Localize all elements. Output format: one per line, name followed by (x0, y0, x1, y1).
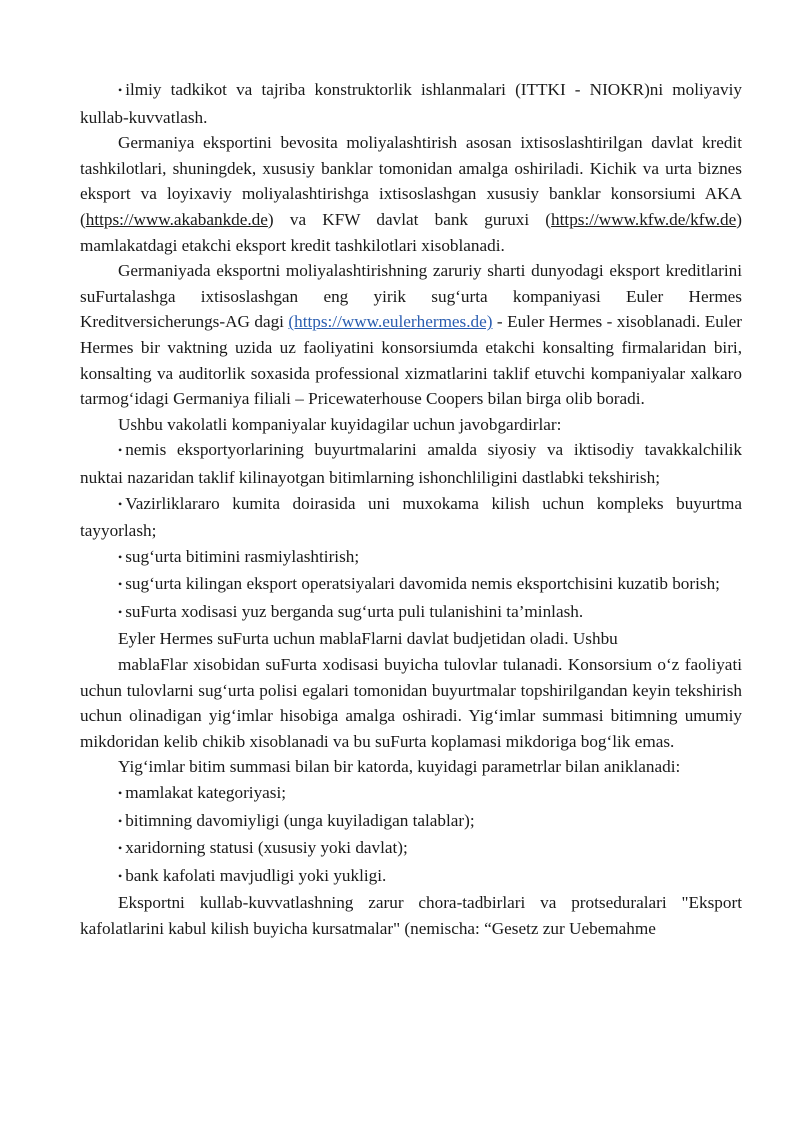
list-item-parameter (80, 780, 742, 808)
list-item-text: Vazirliklararo kumita doirasida uni muxokama kilish uchun kompleks buyurtma tayyorlash; (80, 493, 742, 541)
paragraph-text: Germaniya eksportini bevosita moliyalashtirish asosan ixtisoslashtirilgan davlat kredit tashkilotlari, shuningdek, xususiy banklar tomonidan amalga oshiriladi. Kichik va urta biznes eksport va loyixaviy moliyalashtirishga ixtisoslashgan xususiy banklar konsorsiumi AKA ( (80, 133, 742, 229)
paragraph-fees: mablaFlar xisobidan suFurta xodisasi buyicha tulovlar tulanadi. Konsorsium o‘z faoliyati uchun tulovlarni sug‘urta polisi egalari tomonidan buyurtmalar topshirilgandan keyin tekshirish uchun olinadigan yig‘imlar hisobiga amalga oshiradi. Yig‘imlar summasi bitimning umumiy mikdoridan kelib chikib xisoblanadi va bu suFurta koplamasi mikdoriga bog‘lik emas. (80, 655, 742, 751)
eulerhermes-link[interactable]: (https://www.eulerhermes.de) (288, 312, 493, 332)
bullet: • (118, 549, 123, 564)
list-item-parameter (80, 835, 742, 863)
bullet: • (118, 813, 123, 828)
paragraph-text: - Euler Hermes - xisoblanadi. Euler Hermes bir vaktning uzida uz faoliyatini konsorsiumda etakchi konsalting firmalaridan biri, konsalting va auditorlik soxasida professional xizmatlarini taklif etuvchi kompaniyalar xalkaro tarmog‘idagi Germaniya filiali – Pricewaterhouse Coopers bilan birga olib boradi. (80, 312, 742, 409)
paragraph-parameters-intro: Yig‘imlar bitim summasi bilan bir katorda, kuyidagi parametrlar bilan aniklanadi: (118, 757, 681, 777)
bullet: • (118, 83, 123, 97)
bullet: • (118, 868, 123, 883)
list-item-parameter (80, 808, 742, 836)
bullet: • (118, 496, 123, 511)
paragraph-research-support (80, 77, 742, 130)
paragraph-responsibilities-intro: Ushbu vakolatli kompaniyalar kuyidagilar uchun javobgardirlar: (118, 414, 562, 434)
paragraph-text: ilmiy tadkikot va tajriba konstruktorlik ishlanmalari (ITTKI - NIOKR)ni moliyaviy kullab-kuvvatlash. (80, 80, 742, 127)
list-item-responsibility (80, 571, 742, 599)
list-item-responsibility (80, 544, 742, 572)
list-item-parameter (80, 863, 742, 891)
list-item-responsibility (80, 491, 742, 544)
kfw-link[interactable]: https://www.kfw.de/kfw.de (551, 209, 737, 229)
list-item-text: suFurta xodisasi yuz berganda sug‘urta puli tulanishini ta’minlash. (125, 601, 584, 621)
list-item-text: xaridorning statusi (xususiy yoki davlat); (125, 838, 408, 858)
list-item-responsibility (80, 437, 742, 490)
list-item-text: sug‘urta kilingan eksport operatsiyalari davomida nemis eksportchisini kuzatib borish; (125, 574, 720, 594)
paragraph-text: ) mamlakatdagi etakchi eksport kredit tashkilotlari xisoblanadi. (80, 209, 742, 255)
bullet: • (118, 604, 123, 619)
bullet: • (118, 841, 123, 856)
paragraph-euler-hermes (80, 258, 742, 412)
list-item-text: nemis eksportyorlarining buyurtmalarini amalda siyosiy va iktisodiy tavakkalchilik nuktai nazaridan taklif kilinayotgan bitimlarning ishonchliligini dastlabki tekshirish; (80, 440, 742, 487)
list-item-text: bank kafolati mavjudligi yoki yukligi. (125, 865, 387, 885)
paragraph-budget: Eyler Hermes suFurta uchun mablaFlarni davlat budjetidan oladi. Ushbu (118, 629, 618, 649)
akabank-link[interactable]: https://www.akabankde.de (85, 209, 268, 229)
paragraph-text: ) va KFW davlat bank guruxi ( (267, 209, 552, 229)
paragraph-export-finance (80, 130, 742, 258)
paragraph-text: Germaniyada eksportni moliyalashtirishning zaruriy sharti dunyodagi eksport kreditlarini suFurtalashga ixtisoslashgan eng yirik sug‘urta kompaniyasi Euler Hermes Kreditversicherungs-AG dagi (80, 261, 742, 332)
paragraph-export-guarantees: Eksportni kullab-kuvvatlashning zarur chora-tadbirlari va protseduralari "Eksport kafolatlarini kabul kilish buyicha kursatmalar" (nemischa: “Gesetz zur Uebemahme (80, 893, 742, 938)
list-item-text: bitimning davomiyligi (unga kuyiladigan talablar); (125, 810, 475, 830)
list-item-text: sug‘urta bitimini rasmiylashtirish; (125, 546, 360, 566)
bullet: • (118, 443, 123, 458)
list-item-text: mamlakat kategoriyasi; (125, 783, 287, 803)
bullet: • (118, 786, 123, 801)
list-item-responsibility (80, 599, 742, 627)
bullet: • (118, 577, 123, 592)
